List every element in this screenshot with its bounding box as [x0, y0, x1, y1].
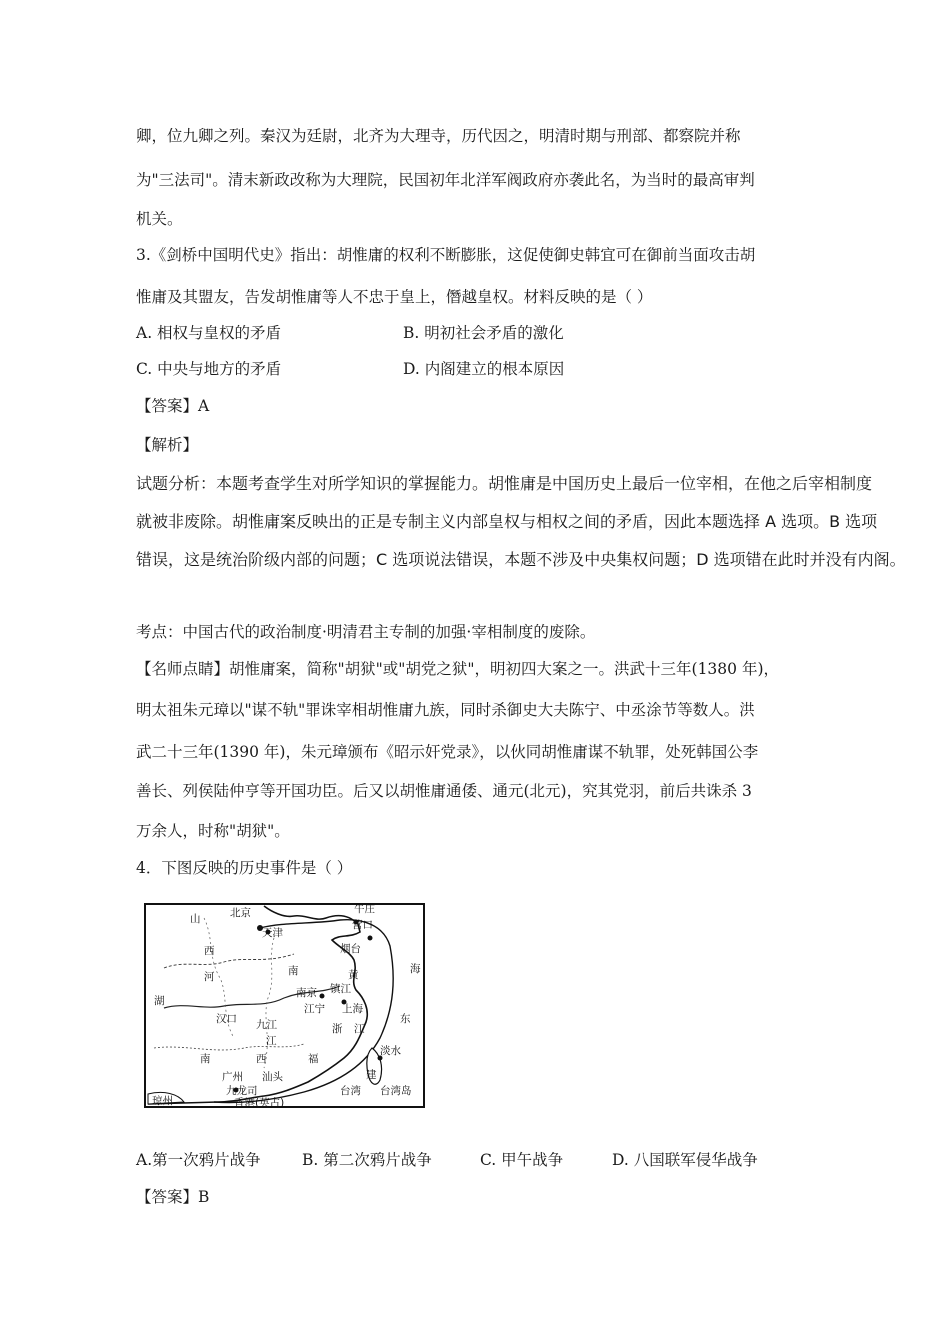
map-label: 台湾: [340, 1085, 361, 1097]
map-label: 九江: [256, 1019, 277, 1031]
map-label: 浙: [332, 1023, 343, 1035]
map-label: 江: [354, 1023, 365, 1035]
map-label: 湖: [154, 995, 165, 1007]
map-label: 江: [266, 1035, 277, 1047]
paragraph-line: 为"三法司"。清末新政改称为大理院，民国初年北洋军阀政府亦袭此名，为当时的最高审判: [136, 171, 755, 189]
map-label: 香港(英占): [234, 1097, 285, 1109]
map-label: 山: [190, 913, 201, 925]
question-4-stem: 4．下图反映的历史事件是（ ）: [136, 859, 353, 877]
map-label: 牛庄: [354, 903, 375, 915]
map-label: 东: [400, 1013, 411, 1025]
q3-mingshi-line: 善长、列侯陆仲亨等开国功臣。后又以胡惟庸通倭、通元(北元)，究其党羽，前后共诛杀 3: [136, 782, 752, 800]
q4-option-b: B. 第二次鸦片战争: [302, 1151, 432, 1169]
q3-option-a: A. 相权与皇权的矛盾: [136, 324, 282, 342]
map-label: 烟台: [340, 943, 361, 955]
q3-analysis-line: 试题分析：本题考查学生对所学知识的掌握能力。胡惟庸是中国历史上最后一位宰相，在他之后宰相制度: [136, 474, 873, 493]
map-label: 建: [366, 1069, 377, 1081]
q3-answer: 【答案】A: [136, 397, 210, 415]
map-label: 营口: [352, 919, 373, 931]
map-label: 天津: [262, 927, 283, 939]
q3-mingshi-line: 万余人，时称"胡狱"。: [136, 822, 290, 840]
map-label: 黄: [348, 969, 359, 981]
q3-mingshi-line: 【名师点睛】胡惟庸案，简称"胡狱"或"胡党之狱"，明初四大案之一。洪武十三年(1380 年)，: [136, 660, 779, 678]
q4-option-c: C. 甲午战争: [480, 1151, 564, 1169]
map-label: 广州: [222, 1071, 243, 1083]
map-label: 汕头: [262, 1071, 283, 1083]
paragraph-line: 机关。: [136, 210, 183, 228]
question-3-stem: 3.《剑桥中国明代史》指出：胡惟庸的权利不断膨胀，这促使御史韩宜可在御前当面攻击胡: [136, 246, 756, 264]
map-label: 南: [200, 1053, 211, 1065]
map-label: 西: [256, 1053, 267, 1065]
map-label: 福: [308, 1053, 319, 1065]
q4-option-d: D. 八国联军侵华战争: [612, 1151, 758, 1169]
q3-analysis-line: 就被非废除。胡惟庸案反映出的正是专制主义内部皇权与相权之间的矛盾，因此本题选择 A 选项。B 选项: [136, 512, 878, 531]
map-label: 西: [204, 945, 215, 957]
q3-option-c: C. 中央与地方的矛盾: [136, 360, 282, 378]
map-label: 琼州: [152, 1095, 173, 1107]
map-label: 南京: [296, 987, 317, 999]
q3-mingshi-line: 明太祖朱元璋以"谋不轨"罪诛宰相胡惟庸九族，同时杀御史大夫陈宁、中丞涂节等数人。洪: [136, 701, 755, 719]
paragraph-line: 卿，位九卿之列。秦汉为廷尉，北齐为大理寺，历代因之，明清时期与刑部、都察院并称: [136, 127, 741, 145]
q3-option-d: D. 内阁建立的根本原因: [403, 360, 565, 378]
q3-option-b: B. 明初社会矛盾的激化: [403, 324, 564, 342]
question-3-stem: 惟庸及其盟友，告发胡惟庸等人不忠于皇上，僭越皇权。材料反映的是（ ）: [136, 288, 653, 306]
q4-answer: 【答案】B: [136, 1188, 210, 1206]
map-label: 河: [204, 971, 215, 983]
q3-analysis-heading: 【解析】: [136, 436, 199, 454]
map-label: 江宁: [304, 1003, 325, 1015]
q3-analysis-line: 错误，这是统治阶级内部的问题；C 选项说法错误，本题不涉及中央集权问题；D 选项错在此时并没有内阁。: [136, 550, 906, 569]
map-label: 台湾岛: [380, 1085, 412, 1097]
q3-kaodian: 考点：中国古代的政治制度·明清君主专制的加强·宰相制度的废除。: [136, 623, 596, 641]
map-label: 镇江: [330, 983, 351, 995]
map-label: 上海: [342, 1003, 363, 1015]
map-label: 汉口: [216, 1013, 237, 1025]
map-label: 南: [288, 965, 299, 977]
historical-map: [144, 898, 426, 1110]
map-label: 海: [410, 963, 421, 975]
map-label: 淡水: [380, 1045, 401, 1057]
map-label: 九龙司: [226, 1085, 258, 1097]
q3-mingshi-line: 武二十三年(1390 年)，朱元璋颁布《昭示奸党录》，以伙同胡惟庸谋不轨罪，处死韩国公李: [136, 743, 759, 761]
q4-option-a: A.第一次鸦片战争: [136, 1151, 261, 1169]
map-label: 北京: [230, 907, 251, 919]
